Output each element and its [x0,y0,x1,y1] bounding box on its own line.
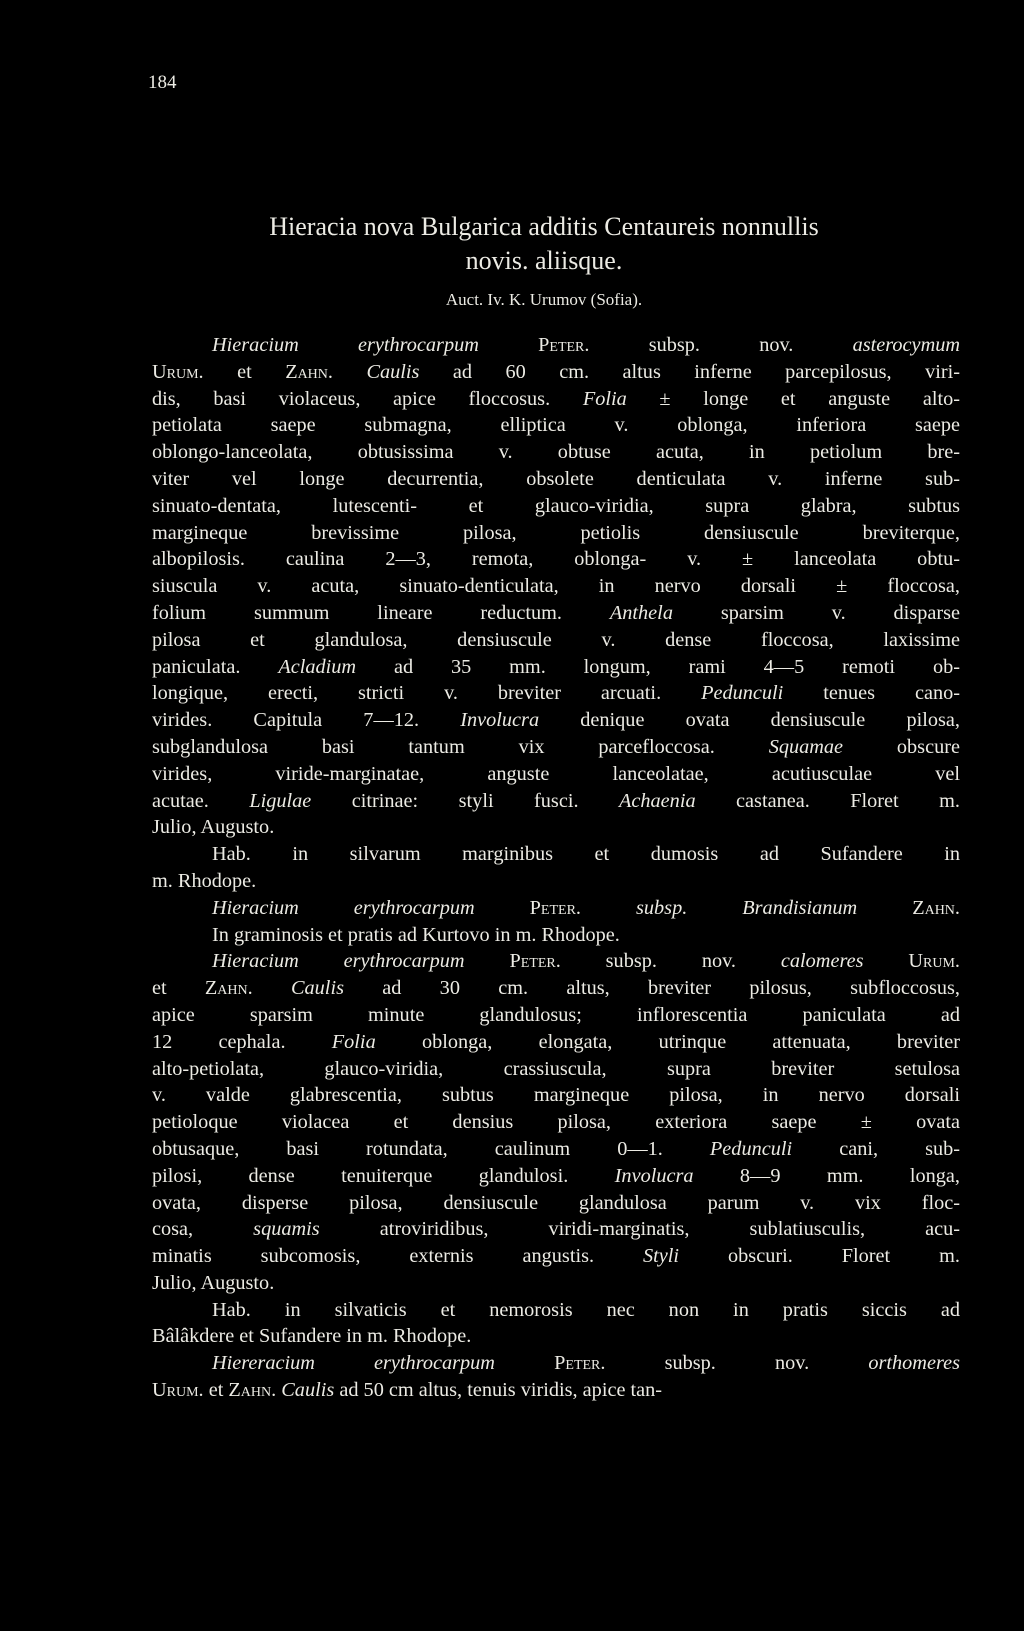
text-line: Bâlâkdere et Sufandere in m. Rhodope. [152,1325,472,1348]
text-line: obtusaque, basi rotundata, caulinum 0—1. Pedunculi cani, sub- [152,1137,961,1160]
article-title [120,210,968,278]
text-line: Hab. in silvaticis et nemorosis nec non in pratis siccis ad [212,1298,960,1321]
text-line: Hab. in silvarum marginibus et dumosis ad Sufandere in [212,843,960,866]
text-line: paniculata. Acladium ad 35 mm. longum, rami 4—5 remoti ob- [152,655,960,678]
text-line: siuscula v. acuta, sinuato-denticulata, in nervo dorsali ± floccosa, [152,575,960,598]
body-text [152,332,960,1404]
text-line: apice sparsim minute glandulosus; inflorescentia paniculata ad [152,1003,960,1026]
text-line: albopilosis. caulina 2—3, remota, oblonga- v. ± lanceolata obtu- [152,548,960,571]
text-line: v. valde glabrescentia, subtus margineque pilosa, in nervo dorsali [152,1084,960,1107]
text-line: virides. Capitula 7—12. Involucra denique ovata densiuscule pilosa, [152,709,960,732]
text-line: Urum. et Zahn. Caulis ad 60 cm. altus inferne parcepilosus, viri- [152,360,960,383]
text-line: Hieracium erythrocarpum Peter. subsp. nov. asterocymum [212,334,960,356]
text-line: cosa, squamis atroviridibus, viridi-marginatis, sublatiusculis, acu- [152,1218,960,1241]
title-line-2: novis. aliisque. [465,246,623,275]
text-line: acutae. Ligulae citrinae: styli fusci. Achaenia castanea. Floret m. [152,789,960,812]
text-line: subglandulosa basi tantum vix parcefloccosa. Squamae obscure [152,735,960,758]
title-line-1: Hieracia nova Bulgarica additis Centaureis nonnullis [269,212,819,241]
text-line: Hieracium erythrocarpum Peter. subsp. Brandisianum Zahn. [212,896,960,919]
text-line: Julio, Augusto. [152,1271,275,1294]
text-line: pilosa et glandulosa, densiuscule v. dense floccosa, laxissime [152,628,960,651]
text-line: ovata, disperse pilosa, densiuscule glandulosa parum v. vix floc- [152,1191,960,1214]
text-line: Urum. et Zahn. Caulis ad 50 cm altus, tenuis viridis, apice tan- [152,1379,663,1402]
text-line: Hiereracium erythrocarpum Peter. subsp. nov. orthomeres [212,1352,960,1375]
text-line: minatis subcomosis, externis angustis. Styli obscuri. Floret m. [152,1245,960,1268]
text-line: virides, viride-marginatae, anguste lanceolatae, acutiusculae vel [152,762,960,785]
text-line: pilosi, dense tenuiterque glandulosi. Involucra 8—9 mm. longa, [152,1164,960,1187]
text-line: oblongo-lanceolata, obtusissima v. obtuse acuta, in petiolum bre- [152,441,960,464]
text-line: longique, erecti, stricti v. breviter arcuati. Pedunculi tenues cano- [152,682,960,705]
text-line: margineque brevissime pilosa, petiolis densiuscule breviterque, [152,521,960,544]
text-line: viter vel longe decurrentia, obsolete denticulata v. inferne sub- [152,467,960,490]
text-line: In graminosis et pratis ad Kurtovo in m. Rhodope. [212,923,620,946]
text-line: 12 cephala. Folia oblonga, elongata, utrinque attenuata, breviter [152,1030,960,1053]
text-line: dis, basi violaceus, apice floccosus. Folia ± longe et anguste alto- [152,387,960,410]
text-line: petiolata saepe submagna, elliptica v. oblonga, inferiora saepe [152,414,960,437]
author-line: Auct. Iv. K. Urumov (Sofia). [445,290,643,309]
text-line: petioloque violacea et densius pilosa, exteriora saepe ± ovata [152,1111,960,1134]
text-line: alto-petiolata, glauco-viridia, crassiuscula, supra breviter setulosa [152,1057,960,1080]
text-line: Hieracium erythrocarpum Peter. subsp. nov. calomeres Urum. [212,950,960,973]
text-line: folium summum lineare reductum. Anthela sparsim v. disparse [152,601,961,624]
page-number: 184 [148,72,177,93]
text-line: Julio, Augusto. [152,816,275,839]
text-line: sinuato-dentata, lutescenti- et glauco-viridia, supra glabra, subtus [152,494,960,517]
text-line: et Zahn. Caulis ad 30 cm. altus, breviter pilosus, subfloccosus, [152,977,960,1000]
text-line: m. Rhodope. [152,869,257,892]
